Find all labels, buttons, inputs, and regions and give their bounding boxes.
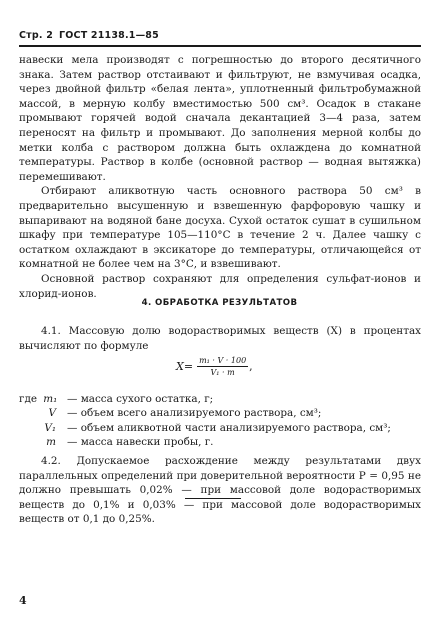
formula-denominator: V₁ · m xyxy=(210,368,235,377)
header-rule xyxy=(19,45,421,47)
header-standard-number: ГОСТ 21138.1—85 xyxy=(59,30,159,41)
definition-symbol: m₁ xyxy=(43,393,58,405)
clause-4-1-text: 4.1. Массовую долю водорастворимых веществ (X) в процентах вычисляют по формуле xyxy=(19,325,421,352)
page-number: 4 xyxy=(19,594,27,607)
variable-definitions xyxy=(19,392,421,450)
page-header xyxy=(19,30,159,41)
definition-row xyxy=(19,406,421,420)
definition-text: — масса навески пробы, г. xyxy=(67,436,214,449)
definition-text: — масса сухого остатка, г; xyxy=(67,393,214,405)
clause-4-2-text: 4.2. Допускаемое расхождение между результатами двух параллельных определений при доверительной вероятности P = 0,95 не должно превышать 0,02% — при массовой доле водорастворимых веществ до 0,1% и 0,03% — при массовой доле водорастворимых веществ от 0,1 до 0,25%. xyxy=(19,455,421,526)
paragraph-filtration: навески мела производят с погрешностью до второго десятичного знака. Затем раствор отстаивают и фильтруют, не взмучивая осадка, через двойной фильтр «белая лента», уплотненный фильтробумажной массой, в мерную колбу вместимостью 500 см³. Осадок в стакане промывают горячей водой сначала декантацией 3—4 раза, затем переносят на фильтр и промывают. До заполнения мерной колбы до метки колба с раствором должна быть охлаждена до комнатной температуры. Раствор в колбе (основной раствор — водная вытяжка) перемешивают. xyxy=(19,54,421,183)
definitions-lead: где m₁ xyxy=(19,393,58,405)
definition-symbol: m xyxy=(46,436,56,449)
formula xyxy=(176,356,253,377)
definition-row xyxy=(19,392,421,406)
formula-fraction xyxy=(197,356,248,377)
section-title: 4. ОБРАБОТКА РЕЗУЛЬТАТОВ xyxy=(141,298,298,308)
definition-text: — объем всего анализируемого раствора, см³; xyxy=(67,407,322,420)
formula-lhs: X= xyxy=(176,360,194,373)
header-page-label: Стр. 2 xyxy=(19,30,54,41)
body-text xyxy=(19,53,421,301)
end-rule xyxy=(185,498,241,499)
formula-trail: , xyxy=(249,360,253,373)
clause-4-2 xyxy=(19,454,421,527)
definition-row xyxy=(19,421,421,435)
definition-symbol: V xyxy=(48,407,56,420)
definition-symbol: V₁ xyxy=(44,421,56,434)
definition-text: — объем аликвотной части анализируемого раствора, см³; xyxy=(67,421,391,434)
formula-numerator: m₁ · V · 100 xyxy=(199,356,247,365)
clause-4-1 xyxy=(19,324,421,353)
paragraph-stock-solution: Основной раствор сохраняют для определения сульфат-ионов и хлорид-ионов. xyxy=(19,272,421,300)
paragraph-aliquot: Отбирают аликвотную часть основного раствора 50 см³ в предварительно высушенную и взвешенную фарфоровую чашку и выпаривают на водяной бане досуха. Сухой остаток сушат в сушильном шкафу при температуре 105—110°С в течение 2 ч. Далее чашку с остатком охлаждают в эксикаторе до температуры, отличающейся от комнатной не более чем на 3°С, и взвешивают. xyxy=(19,185,421,271)
definition-row xyxy=(19,435,421,449)
